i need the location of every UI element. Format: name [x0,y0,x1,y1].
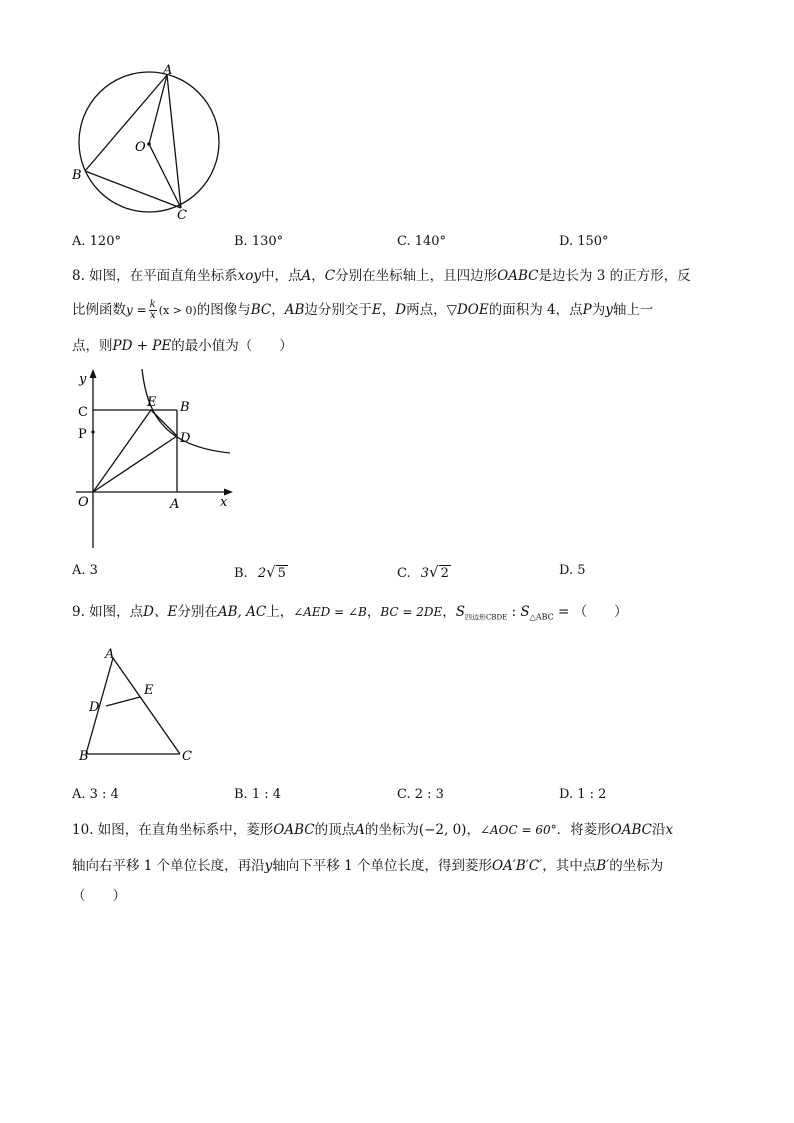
q8-point-d: D [395,302,407,318]
q8-y-arrow-icon [90,369,97,378]
q8-line-2 [72,300,653,321]
q8-fig-label-y: y [79,372,87,387]
q8-option-b-label: B. [234,566,248,581]
q10-text: ．将菱形 [556,822,611,838]
q8-fig-label-d: D [180,431,191,446]
q7-seg-OC [149,144,181,208]
q9-area-s2: S [520,604,530,620]
q9-text: = （ ） [553,604,628,620]
q8-text: 轴上一 [612,302,654,318]
q8-expr: PD + PE [112,338,172,354]
q10-line-1 [72,820,673,840]
q9-points-de: D、E [143,604,178,620]
q9-label-b: B [79,749,89,764]
q7-option-d[interactable]: D. 150° [559,234,609,249]
q9-text: 9. 如图，点 [72,604,144,620]
q9-area-sub1: 四边形CBDE [465,613,508,622]
q8-seg-oe [93,410,151,492]
q9-text: 上， [266,604,294,620]
q10-text: 的顶点 [314,822,356,838]
sqrt-icon: √ [266,563,276,581]
q8-text: 是边长为 3 的正方形，反 [538,268,691,284]
q7-label-O: O [135,140,146,155]
q8-xoy: xoy [237,268,262,284]
q7-option-b[interactable]: B. 130° [234,234,284,249]
q8-text: 的面积为 4，点 [488,302,583,318]
q9-text: 分别在 [177,604,218,620]
q8-fraction [149,300,157,321]
q10-rhombus-2: OABC [610,822,652,838]
q8-option-d[interactable]: D. 5 [559,563,586,578]
q8-option-c-radicand: 2 [440,566,449,581]
q8-text: 点，则 [72,338,113,354]
q8-option-b[interactable] [234,563,288,581]
q8-fig-label-b: B [180,400,190,415]
q9-text: ， [442,604,456,620]
q8-axis-y: y [605,302,613,318]
q7-center-dot [147,142,151,146]
q8-line-1 [72,266,691,286]
q7-label-A: A [163,63,173,78]
q10-text: 的坐标为 [609,858,664,874]
q9-ratio: BC = 2DE [380,605,443,619]
q8-point-e: E [371,302,382,318]
q9-label-d: D [89,700,100,715]
q8-text: 的最小值为（ ） [171,338,293,354]
q9-text: ， [366,604,381,620]
q8-text: 中，点 [261,268,302,284]
q9-label-c: C [182,749,192,764]
q10-text: 轴向右平移 1 个单位长度，再沿 [72,858,265,874]
q8-text: 比例函数 [72,302,126,318]
q8-option-c-coef: 3 [420,566,430,581]
q9-angle: ∠AED = ∠B [293,605,367,619]
q9-triangle-figure [76,644,206,769]
q8-text: 为 [591,302,606,318]
q9-seg-de [106,697,140,706]
q8-frac-k: k [149,299,156,310]
sqrt-icon: √ [429,563,439,581]
q10-text: ，其中点 [542,858,597,874]
q8-seg-bc: BC [250,302,272,318]
q10-text: ， [466,822,480,838]
q9-area-s: S [455,604,466,620]
q9-area-sub2: △ABC [529,612,554,622]
q8-text: 分别在坐标轴上，且四边形 [335,268,498,284]
q8-point-p-dot [91,430,94,433]
q8-func-y: y = [126,303,147,317]
q8-text: 两点， [406,302,447,318]
q8-seg-od [93,436,177,492]
q8-point-a: A [301,268,312,284]
q10-text: 的坐标为 [364,822,419,838]
q8-text: 的图像与 [196,302,251,318]
q8-fig-label-c: C [78,405,88,420]
q8-text: ， [271,302,285,318]
q8-fig-label-x: x [220,495,228,510]
q10-line-3: （ ） [72,888,126,904]
q8-point-c: C [324,268,336,284]
q9-option-a[interactable]: A. 3 : 4 [72,787,119,802]
q7-label-C: C [177,208,187,223]
q9-text: : [507,604,521,620]
q8-text: 边分别交于 [304,302,372,318]
q8-quad: OABC [497,268,539,284]
q8-frac-x: x [149,310,156,321]
q10-coord: (−2, 0) [418,822,467,838]
q8-option-a[interactable]: A. 3 [72,563,98,578]
q10-axis-y: y [264,858,273,874]
q8-text: ， [311,268,325,284]
q10-angle: ∠AOC = 60° [479,823,557,837]
q8-option-b-radicand: 5 [277,566,286,581]
q9-label-a: A [105,647,115,662]
q10-rhombus: OABC [273,822,315,838]
q8-text: ， [381,302,396,318]
q8-option-b-coef: 2 [257,566,267,581]
q7-seg-BC [85,171,181,208]
q9-option-d[interactable]: D. 1 : 2 [559,787,607,802]
q9-label-e: E [144,683,154,698]
q8-fig-label-a: A [170,497,180,512]
q8-point-p: P [582,302,592,318]
q8-seg-ab: AB [284,302,305,318]
q8-coordinate-figure [70,366,245,548]
q10-point-b: B′ [596,858,610,874]
q8-func-cond: (x > 0) [158,304,197,317]
q7-seg-AC [167,75,181,208]
q10-text: 10. 如图，在直角坐标系中，菱形 [72,822,274,838]
q8-fig-label-p: P [78,427,87,442]
q8-line-3 [72,336,293,356]
q8-text: 8. 如图，在平面直角坐标系 [72,268,238,284]
q8-tri-doe: ▽DOE [446,302,489,318]
q10-text: 沿 [651,822,666,838]
q7-option-a[interactable]: A. 120° [72,234,121,249]
q10-text: 轴向下平移 1 个单位长度，得到菱形 [272,858,492,874]
q8-option-c-label: C. [397,566,411,581]
q7-label-B: B [72,168,82,183]
q10-axis-x: x [665,822,674,838]
q9-segs: AB, AC [217,604,267,620]
q9-seg-ac [113,658,180,754]
q8-fig-label-o: O [78,495,89,510]
q7-circle-figure [60,58,235,228]
q10-line-2 [72,856,663,876]
q10-point-a: A [355,822,365,838]
q10-rhombus-3: OA′B′C′ [491,858,543,874]
q9-option-b[interactable]: B. 1 : 4 [234,787,282,802]
q8-option-c[interactable] [397,563,451,581]
q8-fig-label-e: E [147,395,157,410]
q9-line-1 [72,602,628,628]
q9-option-c[interactable]: C. 2 : 3 [397,787,444,802]
q7-option-c[interactable]: C. 140° [397,234,447,249]
